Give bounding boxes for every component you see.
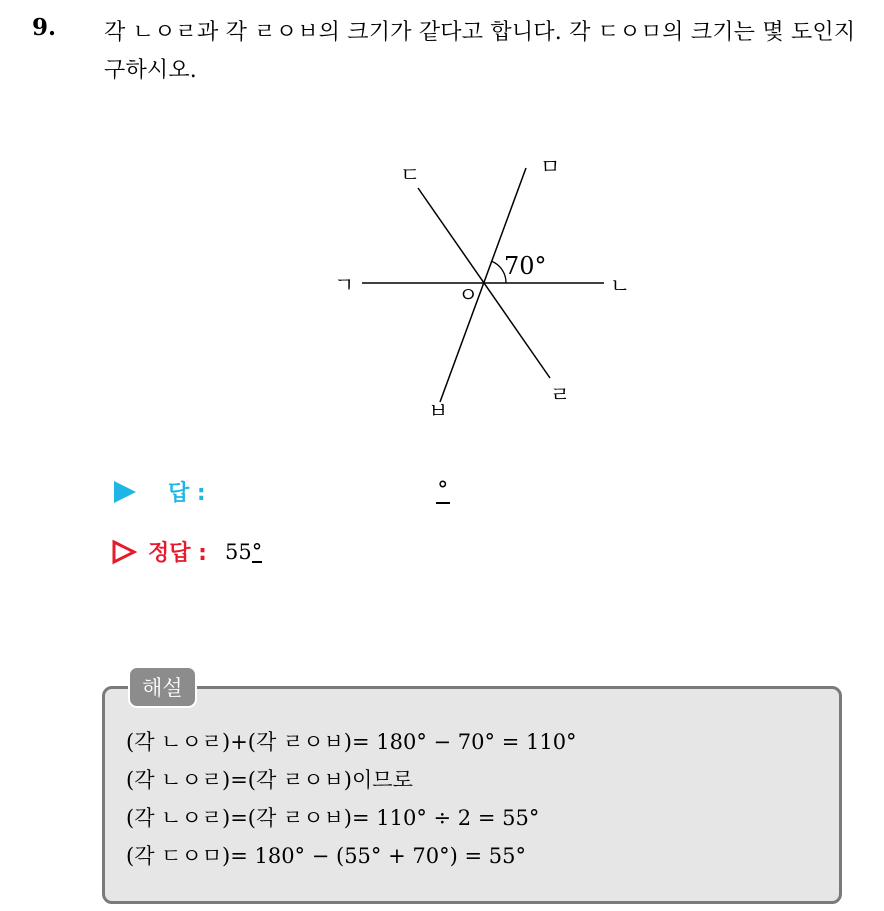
answer-row (110, 476, 450, 507)
answer-label: 답 : (168, 481, 206, 506)
label-n: ㄴ (610, 274, 631, 298)
correct-value (225, 540, 262, 564)
play-icon (110, 478, 138, 506)
label-g: ㄱ (334, 273, 355, 297)
solution-line: (각 ㄴㅇㄹ)+(각 ㄹㅇㅂ)= 180° − 70° = 110° (126, 730, 577, 754)
angle-figure (300, 140, 660, 430)
outline-play-icon (110, 538, 138, 566)
answer-blank[interactable]: ° (437, 477, 449, 503)
question-number: 9. (32, 14, 57, 41)
solution-line: (각 ㄴㅇㄹ)=(각 ㄹㅇㅂ)이므로 (126, 768, 413, 792)
solution-line: (각 ㄷㅇㅁ)= 180° − (55° + 70°) = 55° (126, 844, 526, 868)
angle-label: 70° (504, 252, 547, 280)
label-r: ㄹ (550, 383, 571, 407)
label-d: ㄷ (400, 163, 421, 187)
solution-line: (각 ㄴㅇㄹ)=(각 ㄹㅇㅂ)= 110° ÷ 2 = 55° (126, 806, 540, 830)
correct-number: 55 (224, 539, 252, 564)
question-text: 각 ㄴㅇㄹ과 각 ㄹㅇㅂ의 크기가 같다고 합니다. 각 ㄷㅇㅁ의 크기는 몇 도인지 구하시오. (104, 20, 856, 83)
label-b: ㅂ (428, 399, 449, 423)
correct-unit: ° (251, 539, 263, 564)
solution-lines (126, 723, 577, 875)
label-m: ㅁ (540, 155, 561, 179)
correct-row (110, 536, 262, 567)
label-o: ㅇ (458, 283, 479, 307)
solution-badge: 해설 (128, 666, 197, 708)
correct-label: 정답 : (148, 541, 207, 566)
line-m-b (440, 168, 526, 402)
